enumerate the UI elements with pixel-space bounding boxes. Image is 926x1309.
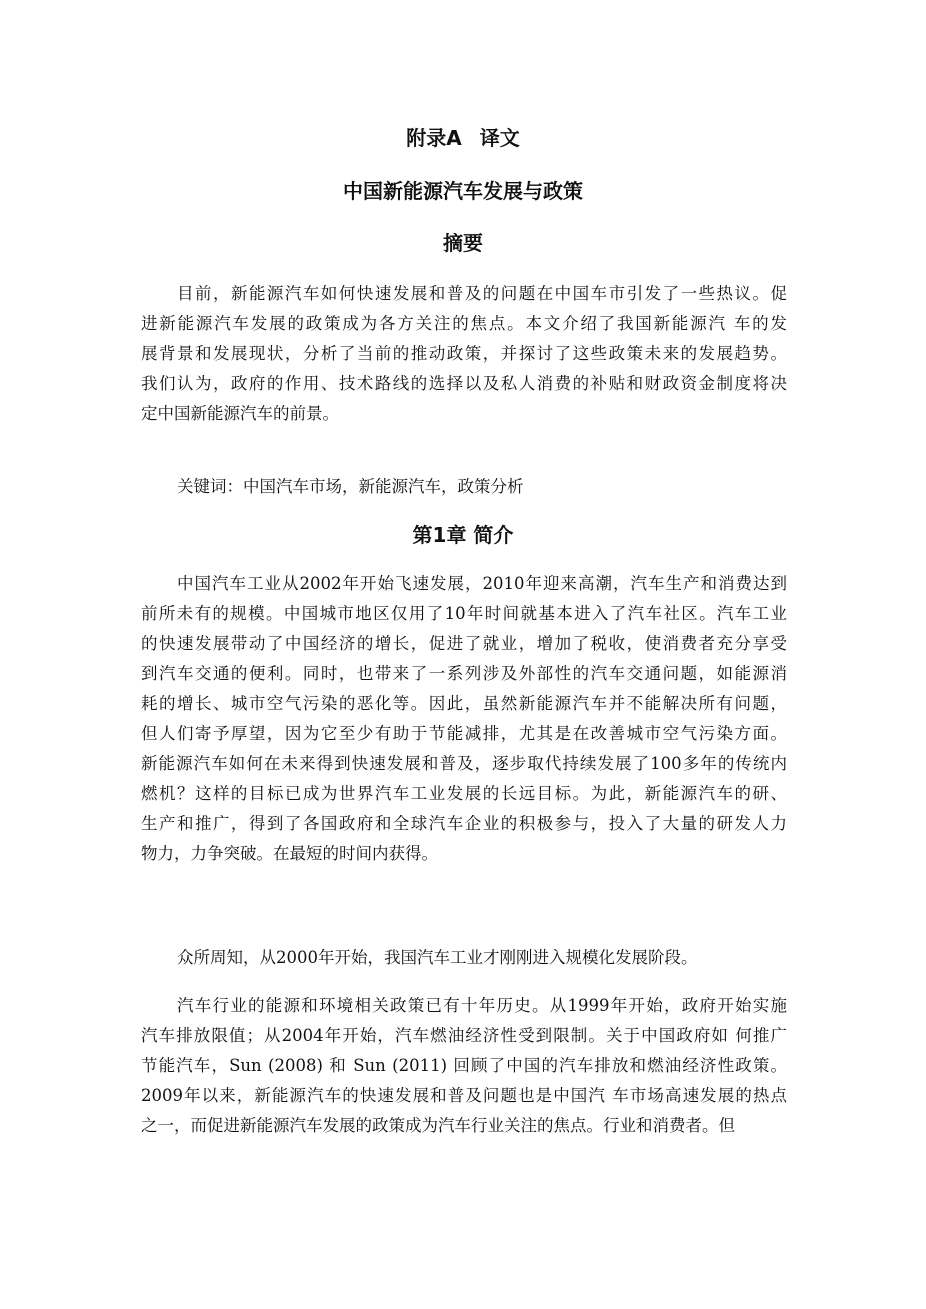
text-line: 前所未有的规模。中国城市地区仅用了10年时间就基本进入了汽车社区。汽车工业 <box>141 604 787 623</box>
text-line: 新能源汽车如何在未来得到快速发展和普及，逐步取代持续发展了100多年的传统内 <box>141 754 787 773</box>
text-line: 展背景和发展现状，分析了当前的推动政策，并探讨了这些政策未来的发展趋势。 <box>141 344 787 363</box>
text-line: 目前，新能源汽车如何快速发展和普及的问题在中国车市引发了一些热议。促 <box>177 284 787 303</box>
chapter-heading: 第1章 简介 <box>412 523 514 547</box>
text-line: 汽车行业的能源和环境相关政策已有十年历史。从1999年开始，政府开始实施 <box>177 996 787 1015</box>
text-line: 我们认为，政府的作用、技术路线的选择以及私人消费的补贴和财政资金制度将决 <box>141 374 787 393</box>
text-line: 进新能源汽车发展的政策成为各方关注的焦点。本文介绍了我国新能源汽 车的发 <box>141 314 787 333</box>
text-line: 节能汽车，Sun (2008) 和 Sun (2011) 回顾了中国的汽车排放和燃油经济性政策。 <box>141 1056 787 1075</box>
text-line: 但人们寄予厚望，因为它至少有助于节能减排，尤其是在改善城市空气污染方面。 <box>141 724 787 743</box>
text-line: 的快速发展带动了中国经济的增长，促进了就业，增加了税收，使消费者充分享受 <box>141 634 787 653</box>
keywords-line: 关键词：中国汽车市场，新能源汽车，政策分析 <box>177 477 524 496</box>
text-line: 耗的增长、城市空气污染的恶化等。因此，虽然新能源汽车并不能解决所有问题， <box>141 694 787 713</box>
text-line: 生产和推广，得到了各国政府和全球汽车企业的积极参与，投入了大量的研发人力 <box>141 814 787 833</box>
text-line: 燃机？这样的目标已成为世界汽车工业发展的长远目标。为此，新能源汽车的研、 <box>141 784 787 803</box>
appendix-title <box>0 124 926 152</box>
paragraph-2 <box>141 943 787 973</box>
translation-label: 译文 <box>479 126 520 150</box>
text-line: 2009年以来，新能源汽车的快速发展和普及问题也是中国汽 车市场高速发展的热点 <box>141 1086 787 1105</box>
paragraph-3 <box>141 991 787 1141</box>
text-line: 众所周知，从2000年开始，我国汽车工业才刚刚进入规模化发展阶段。 <box>177 948 698 967</box>
document-title: 中国新能源汽车发展与政策 <box>343 179 583 203</box>
text-line: 定中国新能源汽车的前景。 <box>141 404 339 423</box>
abstract-heading: 摘要 <box>443 231 483 255</box>
intro-paragraph <box>141 569 787 869</box>
text-line: 之一，而促进新能源汽车发展的政策成为汽车行业关注的焦点。行业和消费者。但 <box>141 1116 735 1135</box>
appendix-label: 附录A <box>406 126 462 150</box>
text-line: 物力，力争突破。在最短的时间内获得。 <box>141 844 438 863</box>
text-line: 到汽车交通的便利。同时，也带来了一系列涉及外部性的汽车交通问题，如能源消 <box>141 664 787 683</box>
abstract-paragraph <box>141 279 787 429</box>
text-line: 中国汽车工业从2002年开始飞速发展，2010年迎来高潮，汽车生产和消费达到 <box>177 574 787 593</box>
text-line: 汽车排放限值；从2004年开始，汽车燃油经济性受到限制。关于中国政府如 何推广 <box>141 1026 787 1045</box>
